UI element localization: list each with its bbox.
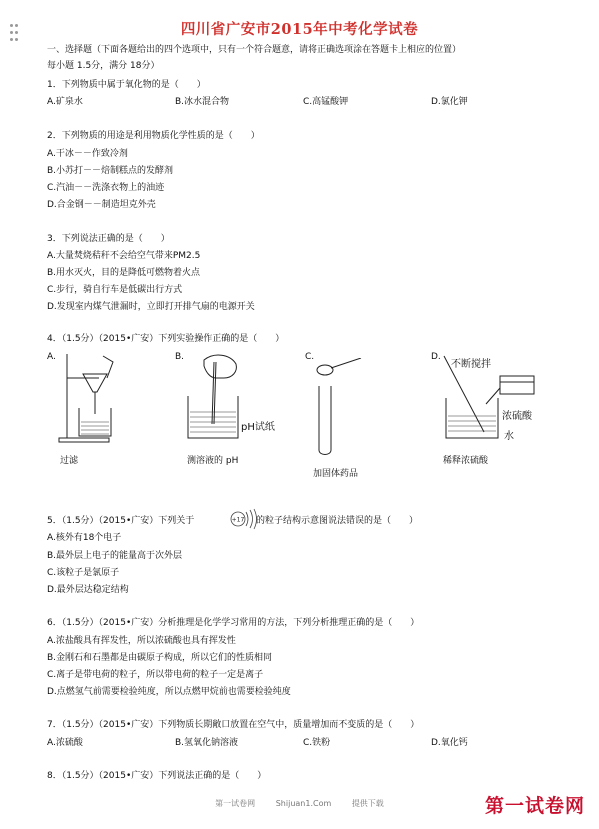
q2-stem: 2．下列物质的用途是利用物质化学性质的是（ ） [47, 131, 260, 141]
stir-label: 不断搅拌 [451, 359, 491, 370]
footer-left-text: 第一试卷网 [215, 799, 256, 808]
q4-caption-c: 加固体药品 [313, 469, 359, 479]
q4-letter-d: D. [431, 352, 441, 362]
exam-title: 四川省广安市2015年中考化学试卷 [180, 21, 419, 38]
q4-caption-d: 稀释浓硫酸 [443, 456, 489, 466]
q6-stem: 6．（1.5分）（2015•广安）分析推理是化学学习常用的方法，下列分析推理正确的是（ ） [47, 618, 420, 628]
q6-option-d: D.点燃氢气前需要检验纯度，所以点燃甲烷前也需要检验纯度 [47, 687, 291, 697]
q4-caption-a: 过滤 [60, 456, 79, 466]
q3-option-a: A.大量焚烧秸秆不会给空气带来PM2.5 [47, 251, 201, 261]
q6-option-b: B.金刚石和石墨都是由碳原子构成，所以它们的性质相同 [47, 653, 273, 663]
q5-option-b: B.最外层上电子的能量高于次外层 [47, 551, 183, 561]
q1-option-c: C.高锰酸钾 [303, 97, 349, 107]
q7-option-a: A.浓硫酸 [47, 738, 83, 748]
q1-stem: 1．下列物质中属于氧化物的是（ ） [47, 80, 206, 90]
q2-option-a: A.干冰－－作致冷剂 [47, 149, 128, 159]
q5-stem-part1: 5．（1.5分）（2015•广安）下列关于 [47, 516, 195, 526]
q7-option-d: D.氧化钙 [431, 738, 468, 748]
q4-letter-b: B. [175, 352, 185, 362]
q2-option-d: D.合金钢－－制造坦克外壳 [47, 200, 156, 210]
q3-option-d: D.发现室内煤气泄漏时，立即打开排气扇的电源开关 [47, 302, 255, 312]
q4-letter-c: C. [305, 352, 315, 362]
q3-option-b: B.用水灭火，目的是降低可燃物着火点 [47, 268, 201, 278]
atom-nucleus-label: +17 [231, 516, 245, 524]
section-subline: 每小题 1.5分，满分 18分） [47, 61, 160, 71]
footer-right-text: 提供下载 [351, 799, 384, 808]
section-heading: 一、选择题（下面各题给出的四个选项中，只有一个符合题意，请将正确选项涂在答题卡上相应的位置） [47, 45, 462, 55]
q3-stem: 3．下列说法正确的是（ ） [47, 234, 170, 244]
filtration-diagram [55, 352, 125, 444]
q4-letter-a: A. [47, 352, 56, 362]
q5-stem-part2: 的粒子结构示意图说法错误的是（ ） [256, 516, 419, 526]
q1-option-d: D.氯化钾 [431, 97, 468, 107]
q4-stem: 4．（1.5分）（2015•广安）下列实验操作正确的是（ ） [47, 334, 285, 344]
q3-option-c: C.步行，骑自行车是低碳出行方式 [47, 285, 183, 295]
q6-option-a: A.浓盐酸具有挥发性，所以浓硫酸也具有挥发性 [47, 636, 236, 646]
q7-option-c: C.铁粉 [303, 738, 331, 748]
q1-option-a: A.矿泉水 [47, 97, 83, 107]
footer-middle-text: Shijuan1.Com [275, 799, 332, 808]
water-label: 水 [504, 431, 514, 442]
ph-paper-label: pH试纸 [241, 422, 275, 433]
q7-option-b: B.氢氧化钠溶液 [175, 738, 239, 748]
q2-option-c: C.汽油－－洗涤衣物上的油迹 [47, 183, 165, 193]
brand-logo: 第一试卷网 [484, 795, 585, 817]
q5-option-c: C.该粒子是氯原子 [47, 568, 120, 578]
q2-option-b: B.小苏打－－焙制糕点的发酵剂 [47, 166, 174, 176]
q6-option-c: C.离子是带电荷的粒子，所以带电荷的粒子一定是离子 [47, 670, 264, 680]
acid-label: 浓硫酸 [502, 411, 532, 422]
q5-option-a: A.核外有18个电子 [47, 533, 122, 543]
q5-option-d: D.最外层达稳定结构 [47, 585, 129, 595]
q1-option-b: B.冰水混合物 [175, 97, 230, 107]
solid-adding-diagram [305, 358, 365, 458]
q4-caption-b: 测溶液的 pH [187, 456, 239, 466]
q8-stem: 8．（1.5分）（2015•广安）下列说法正确的是（ ） [47, 771, 267, 781]
q7-stem: 7．（1.5分）（2015•广安）下列物质长期敞口放置在空气中，质量增加而不变质的是（ ） [47, 720, 420, 730]
